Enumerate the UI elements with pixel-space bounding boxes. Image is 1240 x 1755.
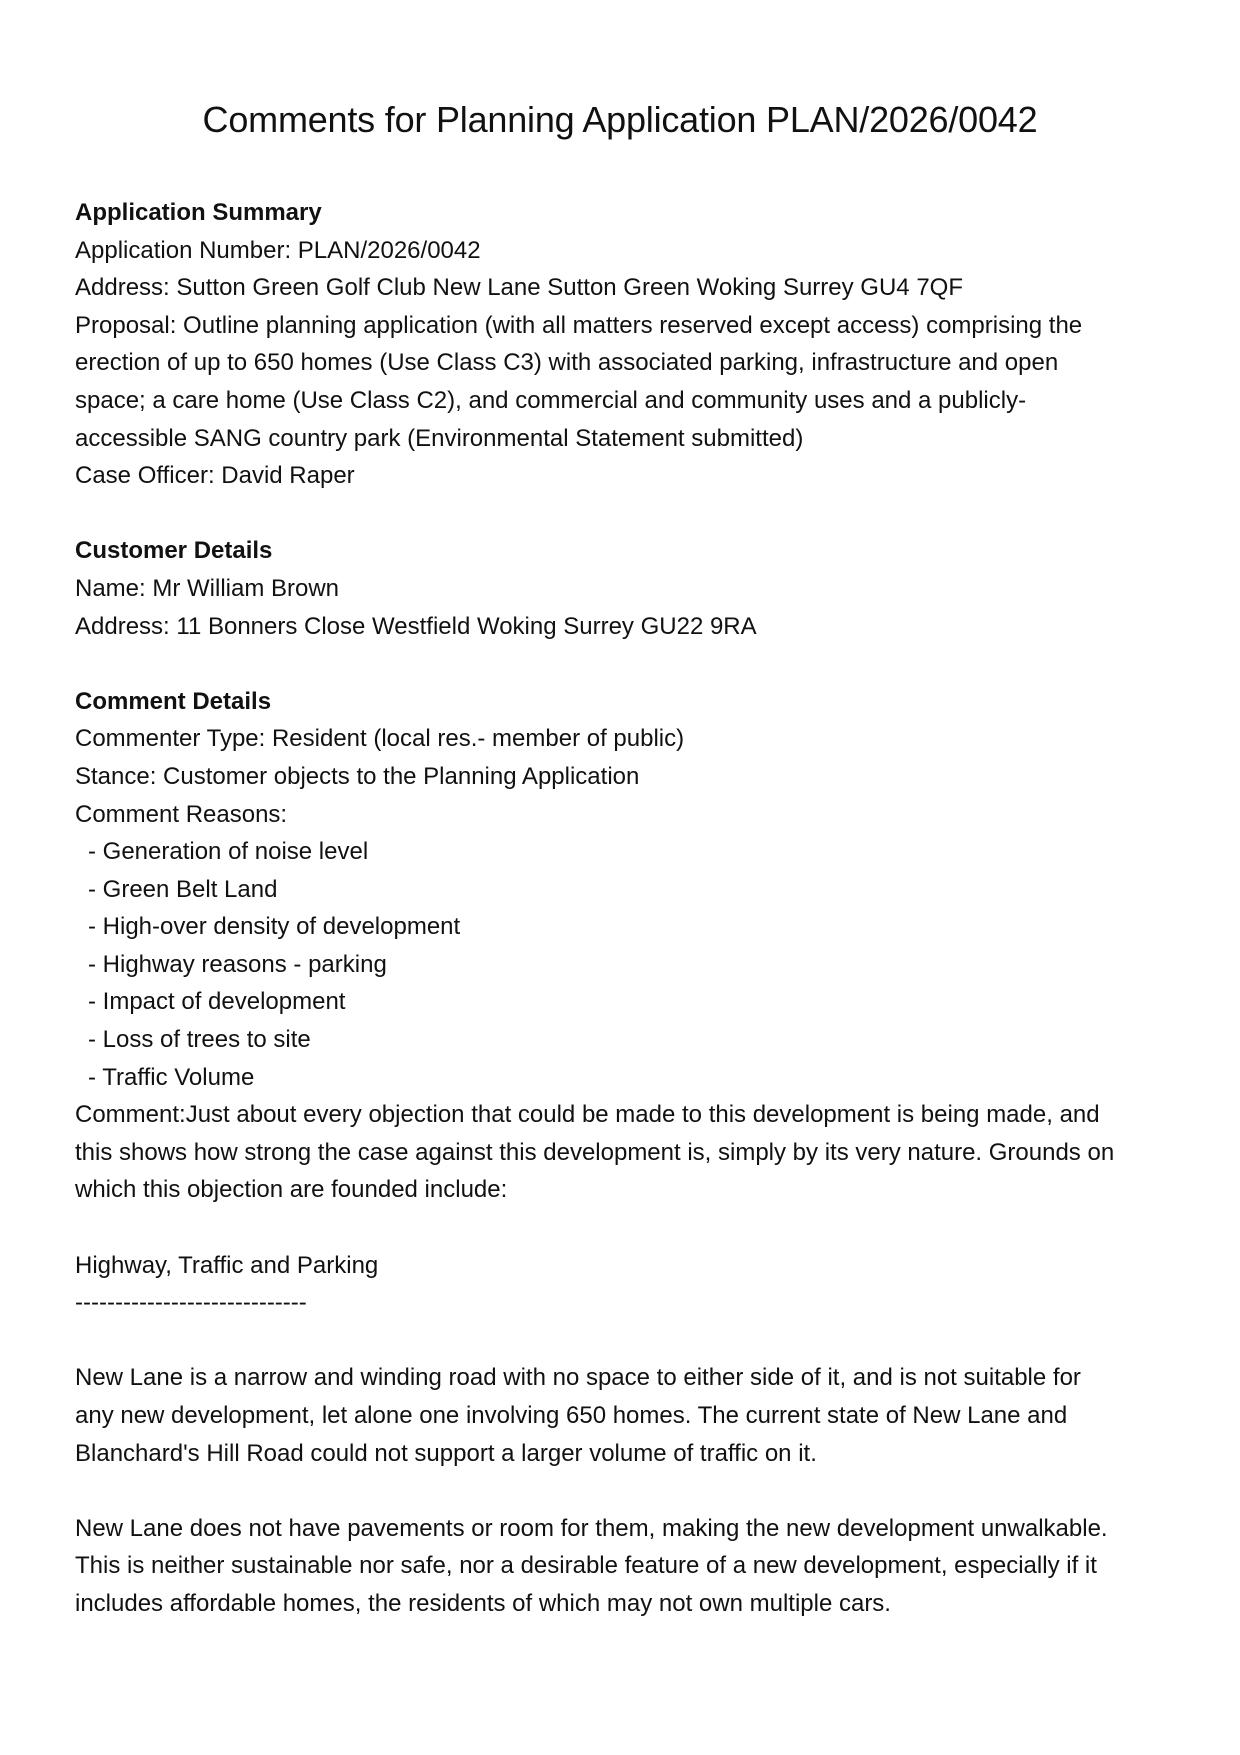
list-item: - Green Belt Land — [88, 875, 278, 903]
application-number: Application Number: PLAN/2026/0042 — [75, 236, 481, 264]
customer-details-section — [75, 532, 1165, 645]
proposal-line: Proposal: Outline planning application (with all matters reserved except access) comprising the — [75, 311, 1083, 339]
application-address: Address: Sutton Green Golf Club New Lane Sutton Green Woking Surrey GU4 7QF — [75, 274, 963, 302]
customer-details-heading: Customer Details — [75, 537, 273, 565]
list-item: - Traffic Volume — [88, 1063, 255, 1091]
comment-text-line: this shows how strong the case against this development is, simply by its very nature. Grounds on — [75, 1138, 1115, 1166]
stance: Stance: Customer objects to the Planning Application — [75, 762, 640, 790]
proposal-line: space; a care home (Use Class C2), and commercial and community uses and a publicly- — [75, 386, 1027, 414]
proposal-line: accessible SANG country park (Environmental Statement submitted) — [75, 424, 804, 452]
paragraph-line: New Lane is a narrow and winding road with no space to either side of it, and is not suitable for — [75, 1364, 1081, 1392]
subsection-heading: Highway, Traffic and Parking — [75, 1251, 379, 1279]
list-item: - Impact of development — [88, 988, 346, 1016]
paragraph-line: This is neither sustainable nor safe, nor a desirable feature of a new development, especially if it — [75, 1552, 1097, 1580]
application-summary-section — [75, 194, 1165, 495]
case-officer: Case Officer: David Raper — [75, 462, 355, 490]
paragraph-line: any new development, let alone one involving 650 homes. The current state of New Lane and — [75, 1402, 1068, 1429]
comment-reasons-list — [75, 833, 1165, 1096]
paragraph-line: includes affordable homes, the residents of which may not own multiple cars. — [75, 1589, 891, 1617]
comment-details-heading: Comment Details — [75, 687, 272, 715]
paragraph-gap — [75, 1472, 1165, 1510]
section-gap — [75, 495, 1165, 533]
application-summary-heading: Application Summary — [75, 199, 322, 226]
list-item: - Highway reasons - parking — [88, 950, 387, 978]
comment-details-section — [75, 683, 1165, 1623]
commenter-type: Commenter Type: Resident (local res.- member of public) — [75, 725, 685, 753]
subsection-rule: ----------------------------- — [75, 1289, 307, 1317]
comment-text-line: Comment:Just about every objection that could be made to this development is being made, and — [75, 1101, 1100, 1129]
paragraph-gap — [75, 1209, 1165, 1247]
list-item: - Generation of noise level — [88, 838, 369, 866]
section-gap — [75, 645, 1165, 683]
document-content — [75, 194, 1165, 1623]
customer-name: Name: Mr William Brown — [75, 574, 340, 602]
comment-text-line: which this objection are founded include: — [75, 1176, 508, 1204]
paragraph-gap — [75, 1322, 1165, 1360]
list-item: - Loss of trees to site — [88, 1026, 311, 1054]
paragraph-line: Blanchard's Hill Road could not support a larger volume of traffic on it. — [75, 1439, 817, 1467]
proposal-line: erection of up to 650 homes (Use Class C3) with associated parking, infrastructure and open — [75, 349, 1059, 377]
comment-reasons-label: Comment Reasons: — [75, 800, 288, 828]
customer-address: Address: 11 Bonners Close Westfield Woking Surrey GU22 9RA — [75, 612, 757, 640]
page-title: Comments for Planning Application PLAN/2026/0042 — [202, 99, 1038, 140]
list-item: - High-over density of development — [88, 913, 461, 941]
paragraph-line: New Lane does not have pavements or room for them, making the new development unwalkable. — [75, 1514, 1108, 1542]
